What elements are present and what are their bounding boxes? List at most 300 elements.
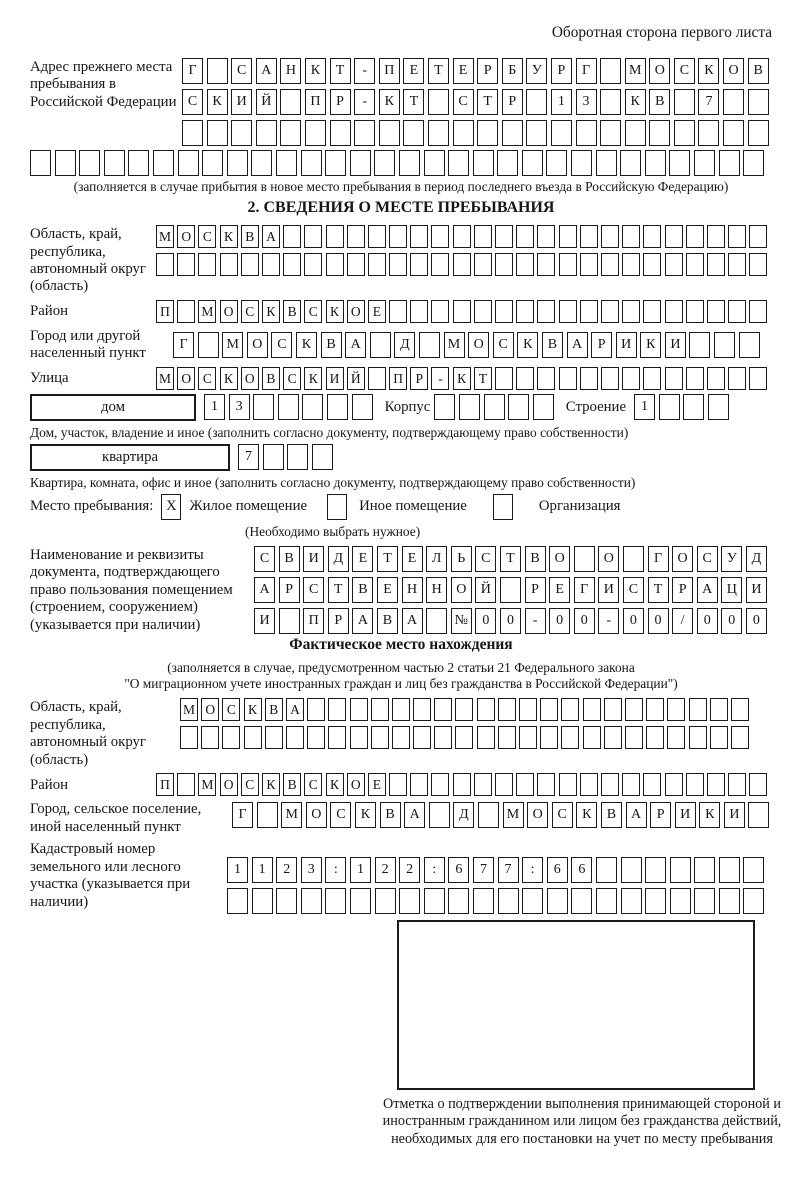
char-cell[interactable] — [576, 120, 597, 146]
char-cell[interactable]: С — [552, 802, 573, 828]
char-cell[interactable] — [516, 367, 534, 390]
char-cell[interactable]: С — [453, 89, 474, 115]
char-cell[interactable] — [508, 394, 529, 420]
char-cell[interactable] — [723, 120, 744, 146]
char-cell[interactable]: К — [220, 225, 238, 248]
char-cell[interactable] — [743, 150, 764, 176]
char-cell[interactable] — [379, 120, 400, 146]
char-cell[interactable]: О — [177, 367, 195, 390]
char-cell[interactable] — [665, 253, 683, 276]
char-cell[interactable]: С — [493, 332, 514, 358]
char-cell[interactable] — [428, 120, 449, 146]
char-cell[interactable] — [350, 726, 368, 749]
char-cell[interactable]: Т — [474, 367, 492, 390]
char-cell[interactable] — [749, 253, 767, 276]
char-cell[interactable]: Б — [502, 58, 523, 84]
char-cell[interactable] — [474, 773, 492, 796]
char-cell[interactable]: О — [527, 802, 548, 828]
char-cell[interactable]: Г — [182, 58, 203, 84]
char-cell[interactable] — [403, 120, 424, 146]
char-cell[interactable]: А — [352, 608, 373, 634]
char-cell[interactable] — [350, 888, 371, 914]
char-cell[interactable]: Н — [402, 577, 423, 603]
char-cell[interactable] — [600, 89, 621, 115]
char-cell[interactable]: П — [156, 300, 174, 323]
char-cell[interactable] — [241, 253, 259, 276]
char-cell[interactable] — [455, 698, 473, 721]
char-cell[interactable]: В — [542, 332, 563, 358]
char-cell[interactable]: М — [180, 698, 198, 721]
char-cell[interactable] — [537, 300, 555, 323]
char-cell[interactable]: Н — [280, 58, 301, 84]
char-cell[interactable]: 3 — [576, 89, 597, 115]
char-cell[interactable] — [674, 89, 695, 115]
char-cell[interactable]: В — [601, 802, 622, 828]
char-cell[interactable] — [177, 300, 195, 323]
char-cell[interactable] — [719, 857, 740, 883]
char-cell[interactable]: Е — [549, 577, 570, 603]
char-cell[interactable] — [643, 225, 661, 248]
char-cell[interactable]: Г — [232, 802, 253, 828]
char-cell[interactable] — [667, 698, 685, 721]
char-cell[interactable]: И — [326, 367, 344, 390]
char-cell[interactable]: П — [389, 367, 407, 390]
char-cell[interactable]: К — [698, 58, 719, 84]
char-cell[interactable] — [708, 394, 729, 420]
char-cell[interactable]: К — [304, 367, 322, 390]
char-cell[interactable] — [694, 150, 715, 176]
char-cell[interactable] — [559, 300, 577, 323]
char-cell[interactable] — [533, 394, 554, 420]
char-cell[interactable] — [104, 150, 125, 176]
char-cell[interactable] — [516, 300, 534, 323]
char-cell[interactable]: Д — [746, 546, 767, 572]
char-cell[interactable] — [283, 225, 301, 248]
char-cell[interactable] — [643, 773, 661, 796]
char-cell[interactable]: Р — [330, 89, 351, 115]
char-cell[interactable] — [516, 225, 534, 248]
char-cell[interactable] — [477, 726, 495, 749]
char-cell[interactable]: М — [503, 802, 524, 828]
char-cell[interactable]: В — [649, 89, 670, 115]
char-cell[interactable]: Т — [328, 577, 349, 603]
char-cell[interactable] — [707, 225, 725, 248]
char-cell[interactable]: А — [626, 802, 647, 828]
char-cell[interactable]: А — [404, 802, 425, 828]
char-cell[interactable]: В — [241, 225, 259, 248]
char-cell[interactable] — [601, 773, 619, 796]
char-cell[interactable] — [431, 253, 449, 276]
char-cell[interactable] — [646, 698, 664, 721]
char-cell[interactable] — [350, 150, 371, 176]
char-cell[interactable] — [710, 698, 728, 721]
char-cell[interactable]: И — [616, 332, 637, 358]
char-cell[interactable] — [600, 120, 621, 146]
char-cell[interactable] — [276, 150, 297, 176]
char-cell[interactable]: Т — [648, 577, 669, 603]
char-cell[interactable]: О — [220, 300, 238, 323]
char-cell[interactable] — [561, 698, 579, 721]
char-cell[interactable] — [256, 120, 277, 146]
char-cell[interactable]: В — [352, 577, 373, 603]
char-cell[interactable] — [622, 225, 640, 248]
char-cell[interactable]: 1 — [252, 857, 273, 883]
char-cell[interactable] — [600, 58, 621, 84]
char-cell[interactable]: Г — [648, 546, 669, 572]
char-cell[interactable] — [495, 225, 513, 248]
char-cell[interactable] — [448, 888, 469, 914]
char-cell[interactable]: Й — [475, 577, 496, 603]
char-cell[interactable]: - — [431, 367, 449, 390]
char-cell[interactable]: К — [326, 773, 344, 796]
char-cell[interactable] — [79, 150, 100, 176]
char-cell[interactable] — [370, 332, 391, 358]
char-cell[interactable]: В — [265, 698, 283, 721]
char-cell[interactable] — [669, 150, 690, 176]
char-cell[interactable]: - — [598, 608, 619, 634]
char-cell[interactable]: О — [177, 225, 195, 248]
char-cell[interactable] — [522, 888, 543, 914]
char-cell[interactable]: О — [347, 773, 365, 796]
char-cell[interactable]: 0 — [721, 608, 742, 634]
char-cell[interactable]: 7 — [698, 89, 719, 115]
char-cell[interactable] — [686, 300, 704, 323]
char-cell[interactable]: С — [231, 58, 252, 84]
char-cell[interactable] — [580, 253, 598, 276]
char-cell[interactable] — [498, 888, 519, 914]
char-cell[interactable]: В — [283, 300, 301, 323]
char-cell[interactable] — [198, 332, 219, 358]
char-cell[interactable]: О — [247, 332, 268, 358]
char-cell[interactable] — [537, 773, 555, 796]
stay-type-checkbox-residential[interactable]: X — [161, 494, 181, 520]
char-cell[interactable]: А — [286, 698, 304, 721]
char-cell[interactable]: В — [283, 773, 301, 796]
char-cell[interactable] — [227, 888, 248, 914]
char-cell[interactable] — [278, 394, 299, 420]
char-cell[interactable] — [354, 120, 375, 146]
char-cell[interactable] — [477, 120, 498, 146]
char-cell[interactable] — [276, 888, 297, 914]
char-cell[interactable]: - — [354, 89, 375, 115]
char-cell[interactable] — [689, 726, 707, 749]
char-cell[interactable]: Р — [525, 577, 546, 603]
char-cell[interactable]: К — [625, 89, 646, 115]
char-cell[interactable] — [670, 888, 691, 914]
char-cell[interactable]: У — [721, 546, 742, 572]
char-cell[interactable] — [287, 444, 308, 470]
char-cell[interactable]: 1 — [227, 857, 248, 883]
char-cell[interactable] — [596, 150, 617, 176]
char-cell[interactable] — [670, 857, 691, 883]
char-cell[interactable] — [325, 888, 346, 914]
char-cell[interactable] — [495, 300, 513, 323]
char-cell[interactable]: В — [525, 546, 546, 572]
char-cell[interactable] — [202, 150, 223, 176]
char-cell[interactable] — [257, 802, 278, 828]
char-cell[interactable]: Е — [453, 58, 474, 84]
char-cell[interactable] — [571, 150, 592, 176]
char-cell[interactable]: М — [198, 773, 216, 796]
char-cell[interactable] — [262, 253, 280, 276]
char-cell[interactable]: П — [379, 58, 400, 84]
char-cell[interactable]: В — [380, 802, 401, 828]
char-cell[interactable] — [265, 726, 283, 749]
char-cell[interactable] — [646, 726, 664, 749]
char-cell[interactable] — [371, 726, 389, 749]
char-cell[interactable]: С — [674, 58, 695, 84]
char-cell[interactable] — [580, 300, 598, 323]
char-cell[interactable] — [686, 253, 704, 276]
char-cell[interactable] — [526, 120, 547, 146]
char-cell[interactable] — [559, 253, 577, 276]
char-cell[interactable]: И — [598, 577, 619, 603]
char-cell[interactable] — [574, 546, 595, 572]
char-cell[interactable] — [497, 150, 518, 176]
char-cell[interactable] — [180, 726, 198, 749]
char-cell[interactable] — [424, 888, 445, 914]
char-cell[interactable]: 7 — [473, 857, 494, 883]
char-cell[interactable] — [280, 120, 301, 146]
char-cell[interactable]: С — [304, 773, 322, 796]
char-cell[interactable] — [698, 120, 719, 146]
char-cell[interactable] — [207, 120, 228, 146]
char-cell[interactable] — [128, 150, 149, 176]
char-cell[interactable] — [207, 58, 228, 84]
char-cell[interactable] — [244, 726, 262, 749]
char-cell[interactable]: 0 — [500, 608, 521, 634]
char-cell[interactable]: 7 — [498, 857, 519, 883]
char-cell[interactable] — [389, 253, 407, 276]
char-cell[interactable] — [719, 888, 740, 914]
char-cell[interactable]: С — [222, 698, 240, 721]
char-cell[interactable]: / — [672, 608, 693, 634]
char-cell[interactable] — [547, 888, 568, 914]
char-cell[interactable]: О — [598, 546, 619, 572]
char-cell[interactable]: Д — [394, 332, 415, 358]
char-cell[interactable]: С — [697, 546, 718, 572]
char-cell[interactable] — [649, 120, 670, 146]
char-cell[interactable] — [153, 150, 174, 176]
char-cell[interactable] — [410, 773, 428, 796]
char-cell[interactable]: В — [321, 332, 342, 358]
char-cell[interactable] — [561, 726, 579, 749]
char-cell[interactable] — [392, 726, 410, 749]
char-cell[interactable]: О — [201, 698, 219, 721]
char-cell[interactable] — [710, 726, 728, 749]
char-cell[interactable] — [601, 300, 619, 323]
char-cell[interactable] — [410, 300, 428, 323]
char-cell[interactable] — [30, 150, 51, 176]
char-cell[interactable] — [621, 888, 642, 914]
char-cell[interactable] — [253, 394, 274, 420]
char-cell[interactable]: П — [303, 608, 324, 634]
char-cell[interactable] — [305, 120, 326, 146]
char-cell[interactable]: Т — [330, 58, 351, 84]
char-cell[interactable] — [689, 332, 710, 358]
char-cell[interactable] — [502, 120, 523, 146]
char-cell[interactable] — [537, 225, 555, 248]
char-cell[interactable]: М — [444, 332, 465, 358]
char-cell[interactable]: : — [424, 857, 445, 883]
stay-type-checkbox-organization[interactable] — [493, 494, 513, 520]
char-cell[interactable] — [478, 802, 499, 828]
char-cell[interactable]: М — [156, 225, 174, 248]
char-cell[interactable]: Е — [402, 546, 423, 572]
char-cell[interactable] — [413, 698, 431, 721]
char-cell[interactable] — [643, 367, 661, 390]
char-cell[interactable]: А — [254, 577, 275, 603]
char-cell[interactable]: 0 — [475, 608, 496, 634]
char-cell[interactable] — [431, 225, 449, 248]
char-cell[interactable]: 2 — [375, 857, 396, 883]
char-cell[interactable] — [198, 253, 216, 276]
char-cell[interactable]: У — [526, 58, 547, 84]
char-cell[interactable]: В — [377, 608, 398, 634]
char-cell[interactable] — [410, 225, 428, 248]
char-cell[interactable] — [707, 367, 725, 390]
char-cell[interactable] — [429, 802, 450, 828]
char-cell[interactable] — [540, 726, 558, 749]
char-cell[interactable]: Е — [368, 773, 386, 796]
char-cell[interactable]: 1 — [551, 89, 572, 115]
char-cell[interactable] — [728, 773, 746, 796]
char-cell[interactable]: С — [198, 367, 216, 390]
char-cell[interactable]: К — [220, 367, 238, 390]
char-cell[interactable] — [177, 253, 195, 276]
char-cell[interactable]: Е — [377, 577, 398, 603]
char-cell[interactable]: 6 — [547, 857, 568, 883]
char-cell[interactable]: М — [198, 300, 216, 323]
char-cell[interactable] — [659, 394, 680, 420]
char-cell[interactable] — [453, 253, 471, 276]
char-cell[interactable]: К — [296, 332, 317, 358]
char-cell[interactable] — [399, 150, 420, 176]
char-cell[interactable] — [280, 89, 301, 115]
char-cell[interactable] — [604, 698, 622, 721]
char-cell[interactable]: А — [262, 225, 280, 248]
char-cell[interactable]: С — [198, 225, 216, 248]
char-cell[interactable]: К — [262, 773, 280, 796]
char-cell[interactable] — [546, 150, 567, 176]
char-cell[interactable] — [622, 253, 640, 276]
char-cell[interactable] — [537, 367, 555, 390]
char-cell[interactable] — [643, 253, 661, 276]
char-cell[interactable] — [459, 394, 480, 420]
char-cell[interactable] — [665, 225, 683, 248]
char-cell[interactable] — [474, 225, 492, 248]
char-cell[interactable] — [683, 394, 704, 420]
char-cell[interactable] — [694, 888, 715, 914]
char-cell[interactable] — [596, 888, 617, 914]
char-cell[interactable]: М — [156, 367, 174, 390]
char-cell[interactable] — [227, 150, 248, 176]
char-cell[interactable] — [580, 773, 598, 796]
char-cell[interactable]: К — [699, 802, 720, 828]
char-cell[interactable] — [495, 367, 513, 390]
char-cell[interactable]: - — [354, 58, 375, 84]
char-cell[interactable] — [325, 150, 346, 176]
char-cell[interactable] — [665, 773, 683, 796]
char-cell[interactable] — [625, 726, 643, 749]
char-cell[interactable]: 7 — [238, 444, 259, 470]
char-cell[interactable] — [500, 577, 521, 603]
char-cell[interactable]: Р — [502, 89, 523, 115]
char-cell[interactable] — [392, 698, 410, 721]
char-cell[interactable] — [728, 300, 746, 323]
char-cell[interactable] — [622, 773, 640, 796]
char-cell[interactable]: С — [475, 546, 496, 572]
char-cell[interactable] — [307, 698, 325, 721]
char-cell[interactable]: М — [281, 802, 302, 828]
char-cell[interactable] — [453, 773, 471, 796]
char-cell[interactable]: Р — [477, 58, 498, 84]
char-cell[interactable]: 0 — [648, 608, 669, 634]
char-cell[interactable] — [498, 698, 516, 721]
char-cell[interactable] — [665, 367, 683, 390]
char-cell[interactable] — [301, 150, 322, 176]
char-cell[interactable] — [686, 225, 704, 248]
char-cell[interactable] — [645, 888, 666, 914]
char-cell[interactable] — [474, 300, 492, 323]
char-cell[interactable] — [748, 802, 769, 828]
char-cell[interactable]: 1 — [204, 394, 225, 420]
char-cell[interactable]: И — [231, 89, 252, 115]
char-cell[interactable] — [719, 150, 740, 176]
char-cell[interactable] — [424, 150, 445, 176]
char-cell[interactable]: К — [244, 698, 262, 721]
char-cell[interactable] — [645, 857, 666, 883]
char-cell[interactable]: Л — [426, 546, 447, 572]
char-cell[interactable]: Т — [428, 58, 449, 84]
char-cell[interactable]: М — [222, 332, 243, 358]
char-cell[interactable]: К — [379, 89, 400, 115]
char-cell[interactable] — [389, 225, 407, 248]
char-cell[interactable] — [327, 394, 348, 420]
char-cell[interactable]: А — [256, 58, 277, 84]
char-cell[interactable] — [55, 150, 76, 176]
char-cell[interactable] — [304, 225, 322, 248]
char-cell[interactable] — [434, 726, 452, 749]
char-cell[interactable] — [283, 253, 301, 276]
char-cell[interactable] — [375, 888, 396, 914]
char-cell[interactable] — [571, 888, 592, 914]
char-cell[interactable] — [498, 726, 516, 749]
char-cell[interactable] — [368, 225, 386, 248]
char-cell[interactable]: Й — [256, 89, 277, 115]
char-cell[interactable] — [434, 698, 452, 721]
char-cell[interactable] — [601, 225, 619, 248]
char-cell[interactable] — [625, 120, 646, 146]
char-cell[interactable] — [526, 89, 547, 115]
char-cell[interactable] — [601, 253, 619, 276]
char-cell[interactable]: Р — [551, 58, 572, 84]
char-cell[interactable] — [596, 857, 617, 883]
char-cell[interactable]: С — [330, 802, 351, 828]
char-cell[interactable] — [739, 332, 760, 358]
char-cell[interactable] — [177, 773, 195, 796]
char-cell[interactable] — [522, 150, 543, 176]
char-cell[interactable] — [448, 150, 469, 176]
char-cell[interactable] — [707, 773, 725, 796]
char-cell[interactable] — [410, 253, 428, 276]
char-cell[interactable] — [231, 120, 252, 146]
char-cell[interactable] — [495, 773, 513, 796]
char-cell[interactable]: А — [697, 577, 718, 603]
char-cell[interactable]: С — [304, 300, 322, 323]
char-cell[interactable] — [694, 857, 715, 883]
char-cell[interactable] — [748, 120, 769, 146]
